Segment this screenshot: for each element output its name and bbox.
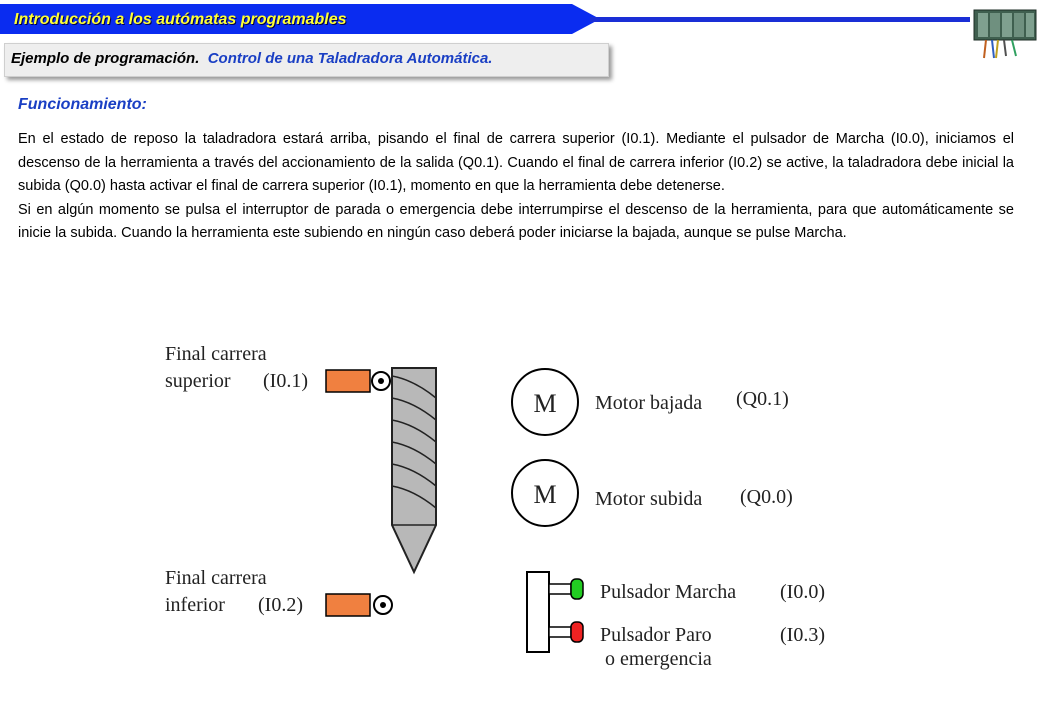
upper-switch-line1: Final carrera (165, 343, 267, 365)
paragraph-1: En el estado de reposo la taladradora estará arriba, pisando el final de carrera superior (I0.1). Mediante el pulsador de Marcha (I0.0), iniciamos el descenso de la herramienta a través del accionamiento de la salida (Q0.1). Cuando el final de carrera inferior (I0.2) se active, la taladradora debe inicial la subida (Q0.0) hasta activar el final de carrera superior (I0.1), momento en que la herramienta debe detenerse. (18, 131, 1014, 194)
paragraph-2: Si en algún momento se pulsa el interruptor de parada o emergencia debe interrumpirse el descenso de la herramienta, para que automáticamente se inicie la subida. Cuando la herramienta este subiendo en ningún caso deberá poder iniciarse la bajada, aunque se pulse Marcha. (18, 201, 1014, 241)
stop-button-addr: (I0.3) (780, 624, 825, 646)
stop-button (571, 622, 583, 642)
lower-limit-switch (326, 594, 370, 616)
stop-button-stem (549, 627, 571, 637)
upper-switch-line2: superior (165, 370, 231, 392)
stop-button-label2: o emergencia (605, 648, 712, 670)
start-button (571, 579, 583, 599)
start-button-label: Pulsador Marcha (600, 581, 737, 603)
header-title: Introducción a los autómatas programables (14, 11, 347, 28)
upper-limit-switch (326, 370, 370, 392)
motor-down-letter: M (533, 389, 557, 418)
motor-down-label: Motor bajada (595, 392, 703, 414)
lower-switch-line2: inferior (165, 594, 225, 616)
start-button-stem (549, 584, 571, 594)
subtitle-part1: Ejemplo de programación. (11, 50, 200, 67)
upper-switch-addr: (I0.1) (263, 370, 308, 392)
subtitle-part2: Control de una Taladradora Automática. (207, 50, 493, 67)
drill-bit (392, 368, 436, 572)
upper-switch-roller-center (378, 378, 384, 384)
lower-switch-roller-center (380, 602, 386, 608)
button-panel (527, 572, 549, 652)
motor-up-letter: M (533, 480, 557, 509)
motor-down-addr: (Q0.1) (736, 388, 789, 410)
motor-up-label: Motor subida (595, 488, 703, 510)
lower-switch-addr: (I0.2) (258, 594, 303, 616)
section-title: Funcionamiento: (18, 96, 147, 113)
lower-switch-line1: Final carrera (165, 567, 267, 589)
start-button-addr: (I0.0) (780, 581, 825, 603)
stop-button-label1: Pulsador Paro (600, 624, 712, 646)
motor-up-addr: (Q0.0) (740, 486, 793, 508)
